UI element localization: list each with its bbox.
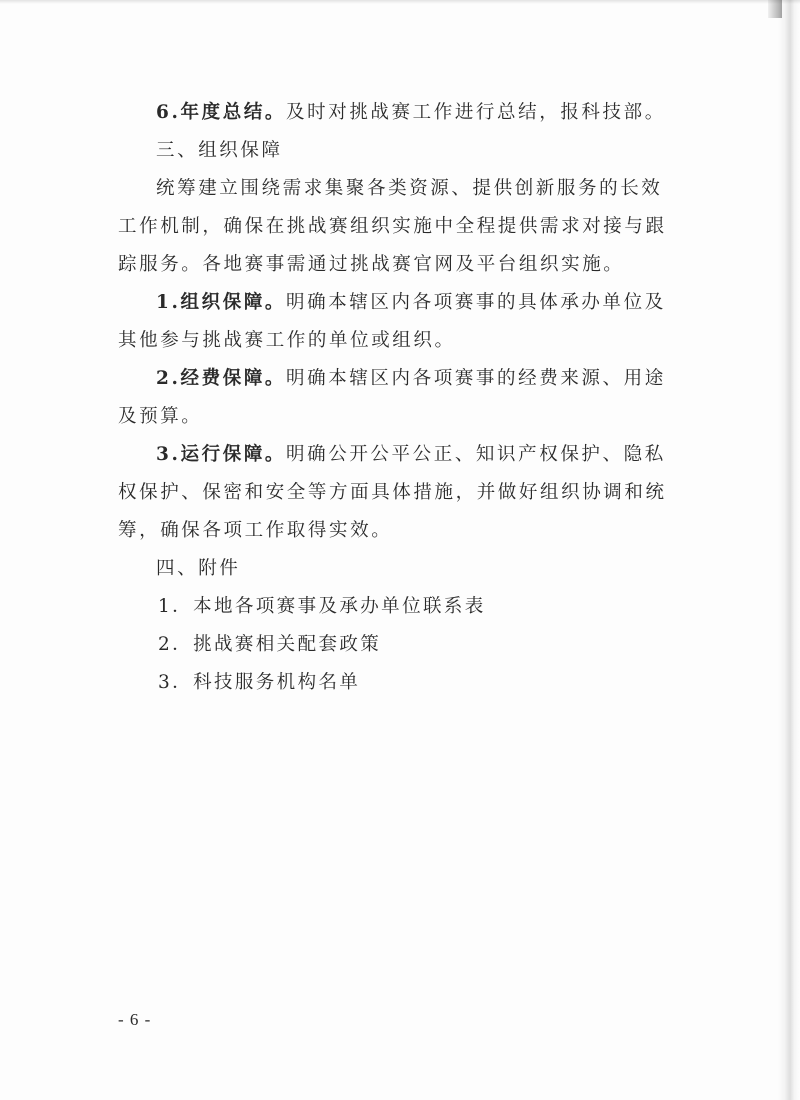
item-6-paragraph <box>118 94 678 132</box>
item-2-lead: 2.经费保障。 <box>156 368 287 389</box>
section-3-intro-line-2: 工作机制，确保在挑战赛组织实施中全程提供需求对接与跟 <box>118 216 667 237</box>
item-1-line-2: 其他参与挑战赛工作的单位或组织。 <box>118 330 456 351</box>
item-2-paragraph <box>118 360 678 398</box>
section-4-heading: 四、附件 <box>156 558 241 579</box>
scan-edge-top <box>0 0 800 4</box>
section-3-heading: 三、组织保障 <box>156 140 283 161</box>
attachment-item-3: 3．科技服务机构名单 <box>158 672 361 693</box>
item-1-lead: 1.组织保障。 <box>156 292 287 313</box>
section-3-intro-line-1: 统筹建立围绕需求集聚各类资源、提供创新服务的长效 <box>156 178 663 199</box>
attachment-item-1: 1．本地各项赛事及承办单位联系表 <box>158 596 486 617</box>
section-3-intro-line-3: 踪服务。各地赛事需通过挑战赛官网及平台组织实施。 <box>118 254 625 275</box>
item-3-lead: 3.运行保障。 <box>156 444 287 465</box>
item-3-paragraph <box>118 436 678 474</box>
item-2-line-2: 及预算。 <box>118 406 203 427</box>
scan-edge-right <box>778 0 800 1100</box>
item-1-text: 明确本辖区内各项赛事的具体承办单位及 <box>286 292 666 313</box>
scan-corner-mark <box>768 0 782 18</box>
item-6-lead: 6.年度总结。 <box>156 102 287 123</box>
item-3-line-2: 权保护、保密和安全等方面具体措施，并做好组织协调和统 <box>118 482 667 503</box>
page-number: - 6 - <box>118 1010 152 1029</box>
attachment-item-2: 2．挑战赛相关配套政策 <box>158 634 382 655</box>
item-3-text: 明确公开公平公正、知识产权保护、隐私 <box>286 444 666 465</box>
item-6-text: 及时对挑战赛工作进行总结，报科技部。 <box>286 102 666 123</box>
item-1-paragraph <box>118 284 678 322</box>
item-2-text: 明确本辖区内各项赛事的经费来源、用途 <box>286 368 666 389</box>
item-3-line-3: 筹，确保各项工作取得实效。 <box>118 520 393 541</box>
document-body <box>118 94 678 702</box>
